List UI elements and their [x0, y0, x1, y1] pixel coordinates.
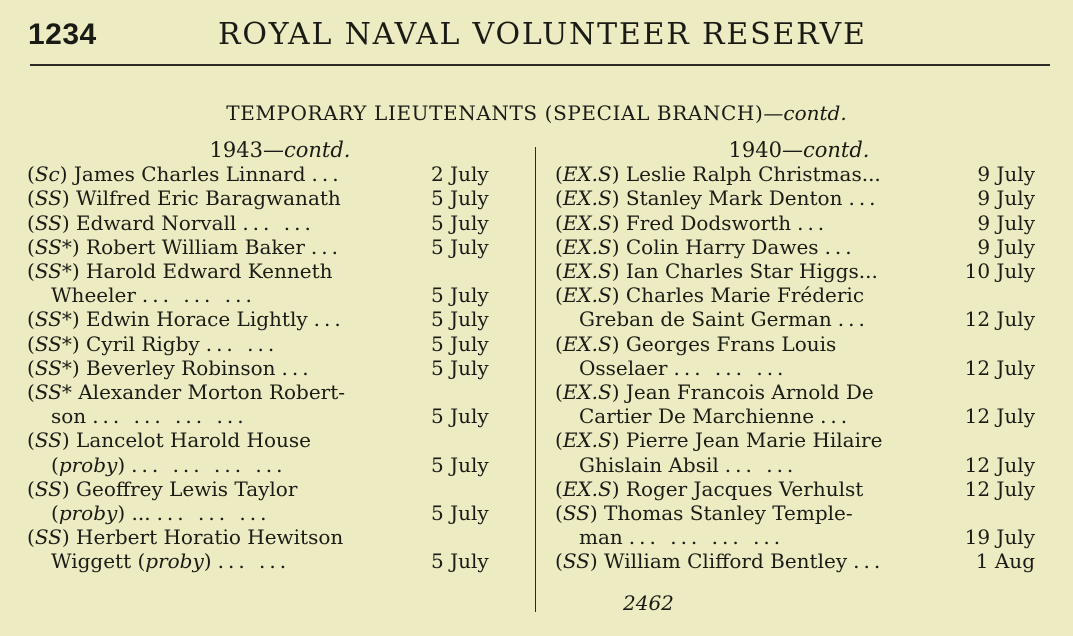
leader-dots: ...: [853, 549, 885, 574]
officer-name: (SS*) Beverley Robinson: [27, 355, 276, 380]
seniority-date: 1 Aug: [975, 549, 1035, 574]
roster-entry: [27, 380, 509, 428]
left-column: [27, 138, 509, 574]
italic-run: EX.S: [562, 162, 612, 187]
roster-line: [27, 477, 509, 501]
seniority-date: 19 July: [964, 525, 1035, 550]
officer-name: (SS*) Robert William Baker: [27, 234, 305, 259]
officer-name: (EX.S) Georges Frans Louis: [555, 331, 837, 356]
roster-line: [555, 525, 1035, 549]
roster-entry: [555, 259, 1035, 283]
leader-dots: [332, 259, 423, 283]
seniority-date: 9 July: [977, 162, 1035, 187]
leader-dots: ...: [281, 355, 313, 380]
officer-name: (EX.S) Pierre Jean Marie Hilaire: [555, 428, 883, 453]
roster-line: [27, 332, 509, 356]
officer-name: (SS*) Cyril Rigby: [27, 331, 200, 356]
roster-entry: [27, 428, 509, 476]
officer-name: (SS* Alexander Morton Robert-: [27, 380, 346, 405]
footer-code: 2462: [623, 591, 674, 615]
officer-name: (EX.S) Ian Charles Star Higgs...: [555, 259, 878, 284]
roster-line: [555, 211, 1035, 235]
roster-line: [555, 332, 1035, 356]
leader-dots: ...: [310, 234, 342, 259]
roster-entry: [27, 307, 509, 331]
officer-name: (SS) Edward Norvall: [27, 210, 237, 235]
officer-name: (SS) Wilfred Eric Baragwanath: [27, 186, 341, 211]
officer-name: (proby): [51, 452, 126, 477]
leader-dots: ...: [824, 234, 856, 259]
seniority-date: 10 July: [964, 259, 1035, 284]
seniority-date: [423, 259, 509, 283]
leader-dots: ...: [837, 307, 869, 332]
leader-dots: [343, 525, 423, 549]
italic-run: proby: [145, 549, 204, 574]
roster-entry: [27, 259, 509, 307]
seniority-date: [423, 477, 509, 501]
roster-line: [555, 307, 1035, 331]
section-heading: [0, 101, 1073, 125]
page-number: 1234: [28, 18, 97, 51]
leader-dots: [345, 380, 423, 404]
roster-line: [27, 186, 509, 210]
seniority-date: 12 July: [964, 476, 1035, 501]
roster-line: [27, 501, 509, 525]
roster-line: [27, 235, 509, 259]
italic-run: SS: [34, 210, 62, 235]
leader-dots: [864, 283, 951, 307]
leader-dots: ...: [848, 186, 880, 211]
seniority-date: 5 July: [431, 307, 489, 332]
roster-line: [555, 235, 1035, 259]
leader-dots: [863, 477, 951, 501]
section-heading-text: TEMPORARY LIEUTENANTS (SPECIAL BRANCH): [226, 101, 764, 125]
roster-entry: [27, 477, 509, 525]
roster-line: [555, 380, 1035, 404]
leader-dots: ... ... ...: [156, 501, 271, 526]
roster-entry: [555, 235, 1035, 259]
roster-line: [27, 211, 509, 235]
leader-dots: ... ... ... ...: [131, 452, 287, 477]
italic-run: EX.S: [562, 210, 612, 235]
leader-dots: ... ... ... ...: [92, 404, 248, 429]
roster-entry: [555, 428, 1035, 476]
leader-dots: ... ... ...: [141, 283, 256, 308]
italic-run: SS: [34, 428, 62, 453]
officer-name: (EX.S) Charles Marie Fréderic: [555, 283, 865, 308]
seniority-date: 5 July: [431, 283, 489, 308]
leader-dots: [878, 259, 951, 283]
leader-dots: ... ...: [724, 452, 798, 477]
roster-line: [555, 453, 1035, 477]
seniority-date: 12 July: [964, 355, 1035, 380]
roster-entry: [27, 525, 509, 573]
right-year-heading: [555, 138, 1035, 162]
officer-name: (EX.S) Fred Dodsworth: [555, 210, 792, 235]
roster-line: [555, 404, 1035, 428]
roster-line: [555, 162, 1035, 186]
right-year: 1940: [728, 138, 782, 162]
roster-line: [555, 477, 1035, 501]
seniority-date: [951, 428, 1035, 452]
italic-run: SS*: [34, 307, 72, 332]
seniority-date: [423, 525, 509, 549]
officer-name: Ghislain Absil: [579, 452, 719, 477]
seniority-date: 12 July: [964, 307, 1035, 332]
right-year-contd: —contd.: [781, 138, 870, 162]
seniority-date: 9 July: [977, 234, 1035, 259]
seniority-date: [951, 380, 1035, 404]
officer-name: (SS) Geoffrey Lewis Taylor: [27, 476, 298, 501]
roster-line: [27, 380, 509, 404]
roster-line: [27, 283, 509, 307]
roster-entry: [555, 211, 1035, 235]
officer-name: (EX.S) Colin Harry Dawes: [555, 234, 819, 259]
leader-dots: ...: [797, 210, 829, 235]
officer-name: (EX.S) Leslie Ralph Christmas...: [555, 162, 881, 187]
left-year-heading: [27, 138, 509, 162]
officer-name: (SS) Lancelot Harold House: [27, 428, 311, 453]
leader-dots: [881, 162, 951, 186]
leader-dots: [882, 428, 951, 452]
officer-name: son: [51, 404, 87, 429]
roster-entry: [27, 332, 509, 356]
seniority-date: 5 July: [431, 210, 489, 235]
leader-dots: ...: [311, 162, 343, 187]
leader-dots: ... ... ... ...: [628, 525, 785, 550]
roster-entry: [555, 186, 1035, 210]
roster-line: [27, 404, 509, 428]
roster-line: [27, 307, 509, 331]
officer-name: Wheeler: [51, 283, 136, 308]
leader-dots: ... ...: [217, 549, 291, 574]
italic-run: EX.S: [562, 259, 612, 284]
roster-line: [27, 259, 509, 283]
seniority-date: 5 July: [431, 452, 489, 477]
leader-dots: [836, 332, 951, 356]
running-title: ROYAL NAVAL VOLUNTEER RESERVE: [218, 17, 867, 52]
italic-run: proby: [58, 501, 118, 526]
italic-run: SS*: [34, 259, 72, 284]
seniority-date: [951, 283, 1035, 307]
seniority-date: [951, 332, 1035, 356]
seniority-date: [423, 380, 509, 404]
roster-line: [555, 186, 1035, 210]
seniority-date: 9 July: [977, 210, 1035, 235]
seniority-date: 5 July: [431, 234, 489, 259]
italic-run: EX.S: [562, 428, 612, 453]
leader-dots: [874, 380, 951, 404]
italic-run: SS*: [34, 355, 72, 380]
italic-run: SS*: [34, 380, 72, 405]
roster-line: [555, 283, 1035, 307]
roster-line: [27, 453, 509, 477]
seniority-date: 5 July: [431, 549, 489, 574]
leader-dots: [311, 428, 423, 452]
italic-run: SS: [34, 525, 62, 550]
roster-line: [555, 356, 1035, 380]
right-entry-list: [555, 162, 1035, 573]
officer-name: (SS) William Clifford Bentley: [555, 549, 848, 574]
roster-line: [555, 428, 1035, 452]
leader-dots: ... ... ...: [673, 355, 788, 380]
officer-name: (EX.S) Stanley Mark Denton: [555, 186, 843, 211]
italic-run: proby: [58, 452, 118, 477]
officer-name: Cartier De Marchienne: [579, 404, 815, 429]
roster-entry: [27, 356, 509, 380]
roster-entry: [555, 332, 1035, 380]
roster-line: [555, 501, 1035, 525]
italic-run: SS: [562, 501, 590, 526]
roster-entry: [27, 186, 509, 210]
column-divider: [535, 147, 536, 612]
officer-name: (SS) Herbert Horatio Hewitson: [27, 525, 344, 550]
roster-entry: [27, 162, 509, 186]
officer-name: (EX.S) Jean Francois Arnold De: [555, 380, 874, 405]
seniority-date: 12 July: [964, 404, 1035, 429]
officer-name: Greban de Saint German: [579, 307, 832, 332]
roster-entry: [27, 211, 509, 235]
roster-line: [27, 162, 509, 186]
leader-dots: [341, 186, 423, 210]
seniority-date: 12 July: [964, 452, 1035, 477]
italic-run: EX.S: [562, 380, 612, 405]
officer-name: (Sc) James Charles Linnard: [27, 162, 306, 187]
roster-entry: [555, 283, 1035, 331]
officer-name: (SS) Thomas Stanley Temple-: [555, 501, 853, 526]
seniority-date: 9 July: [977, 186, 1035, 211]
leader-dots: ... ...: [242, 210, 315, 235]
leader-dots: ...: [820, 404, 852, 429]
roster-line: [27, 549, 509, 573]
italic-run: EX.S: [562, 283, 612, 308]
officer-name: Wiggett (proby): [51, 549, 212, 574]
italic-run: EX.S: [562, 331, 612, 356]
italic-run: EX.S: [562, 234, 612, 259]
header-rule: [30, 64, 1050, 66]
italic-run: SS*: [34, 331, 72, 356]
italic-run: Sc: [34, 162, 60, 187]
section-heading-contd: —contd.: [763, 101, 847, 125]
seniority-date: 5 July: [431, 501, 489, 526]
roster-entry: [555, 162, 1035, 186]
roster-entry: [555, 380, 1035, 428]
officer-name: (SS*) Harold Edward Kenneth: [27, 259, 333, 284]
left-year: 1943: [209, 138, 263, 162]
italic-run: EX.S: [562, 476, 612, 501]
roster-line: [27, 356, 509, 380]
italic-run: SS: [34, 186, 62, 211]
roster-line: [555, 259, 1035, 283]
leader-dots: ... ...: [205, 331, 279, 356]
seniority-date: 5 July: [431, 331, 489, 356]
leader-dots: [297, 477, 423, 501]
leader-dots: ...: [313, 307, 345, 332]
officer-name: (proby) ...: [51, 501, 151, 526]
seniority-date: [951, 501, 1035, 525]
italic-run: SS: [34, 476, 62, 501]
officer-name: (EX.S) Roger Jacques Verhulst: [555, 476, 864, 501]
officer-name: Osselaer: [579, 355, 668, 380]
officer-name: (SS*) Edwin Horace Lightly: [27, 307, 308, 332]
roster-entry: [27, 235, 509, 259]
seniority-date: 2 July: [431, 162, 489, 187]
roster-entry: [555, 477, 1035, 501]
roster-line: [555, 549, 1035, 573]
roster-entry: [555, 549, 1035, 573]
roster-line: [27, 525, 509, 549]
seniority-date: 5 July: [431, 186, 489, 211]
italic-run: SS: [562, 549, 590, 574]
seniority-date: 5 July: [431, 404, 489, 429]
leader-dots: [853, 501, 951, 525]
seniority-date: 5 July: [431, 355, 489, 380]
left-entry-list: [27, 162, 509, 573]
right-column: [555, 138, 1035, 574]
left-year-contd: —contd.: [262, 138, 351, 162]
officer-name: man: [579, 525, 623, 550]
italic-run: SS*: [34, 234, 72, 259]
roster-line: [27, 428, 509, 452]
italic-run: EX.S: [562, 186, 612, 211]
roster-entry: [555, 501, 1035, 549]
seniority-date: [423, 428, 509, 452]
